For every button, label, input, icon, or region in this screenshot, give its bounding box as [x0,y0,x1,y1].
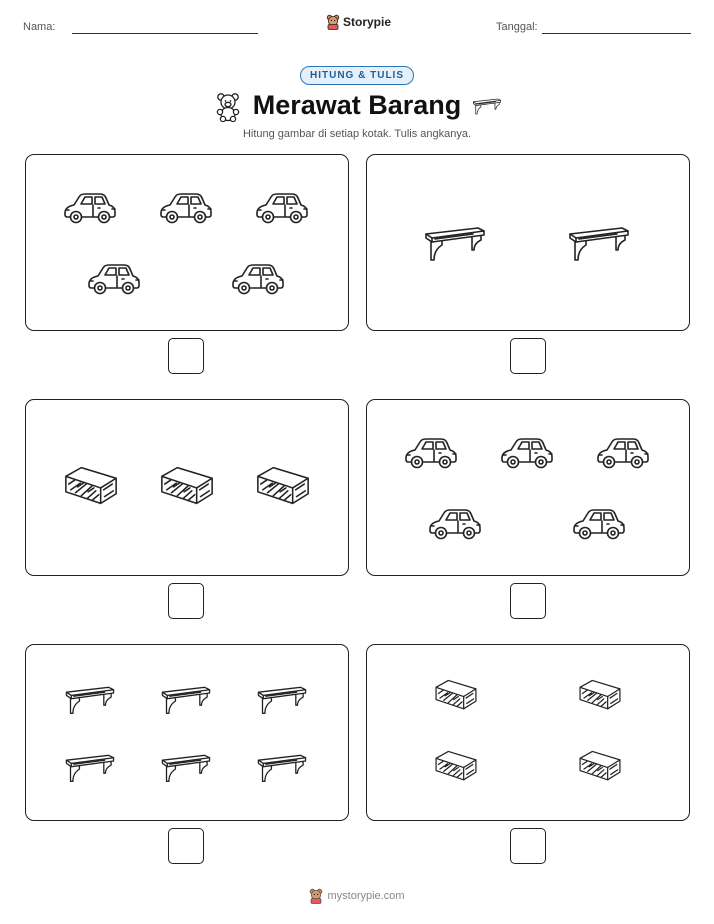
car-icon [158,189,214,225]
car-icon [403,434,459,470]
wood-block-icon [577,748,623,784]
date-label: Tanggal: [496,21,538,33]
wood-block-icon [158,464,216,508]
exercise-panel-1 [25,154,349,331]
shelf-icon [256,683,308,716]
answer-box-2[interactable] [510,338,546,374]
car-icon [571,505,627,541]
exercise-panel-5 [25,644,349,821]
shelf-icon [64,751,116,784]
car-icon [62,189,118,225]
shelf-icon [567,223,631,263]
answer-box-3[interactable] [168,583,204,619]
footer-site-link[interactable]: mystorypie.com [327,890,405,902]
page-title: Merawat Barang [252,90,462,120]
answer-box-6[interactable] [510,828,546,864]
name-field[interactable] [72,33,258,34]
shelf-icon [64,683,116,716]
wood-block-icon [433,677,479,713]
shelf-icon [256,751,308,784]
bear-mascot-icon [326,14,340,30]
car-icon [499,434,555,470]
car-icon [427,505,483,541]
car-icon [254,189,310,225]
answer-box-5[interactable] [168,828,204,864]
car-icon [230,260,286,296]
wood-block-icon [433,748,479,784]
instruction-text: Hitung gambar di setiap kotak. Tulis angkanya. [242,128,472,140]
date-field[interactable] [542,33,691,34]
shelf-icon [472,96,502,116]
bear-mascot-icon [309,888,323,904]
shelf-icon [423,223,487,263]
car-icon [595,434,651,470]
name-label: Nama: [23,21,56,33]
answer-box-4[interactable] [510,583,546,619]
exercise-panel-2 [366,154,690,331]
brand-logo [326,14,391,30]
wood-block-icon [254,464,312,508]
answer-box-1[interactable] [168,338,204,374]
wood-block-icon [577,677,623,713]
exercise-panel-3 [25,399,349,576]
wood-block-icon [62,464,120,508]
shelf-icon [160,683,212,716]
shelf-icon [160,751,212,784]
brand-name: Storypie [343,15,392,29]
footer [0,888,714,904]
exercise-panel-6 [366,644,690,821]
car-icon [86,260,142,296]
activity-badge: HITUNG & TULIS [300,66,414,85]
exercise-panel-4 [366,399,690,576]
